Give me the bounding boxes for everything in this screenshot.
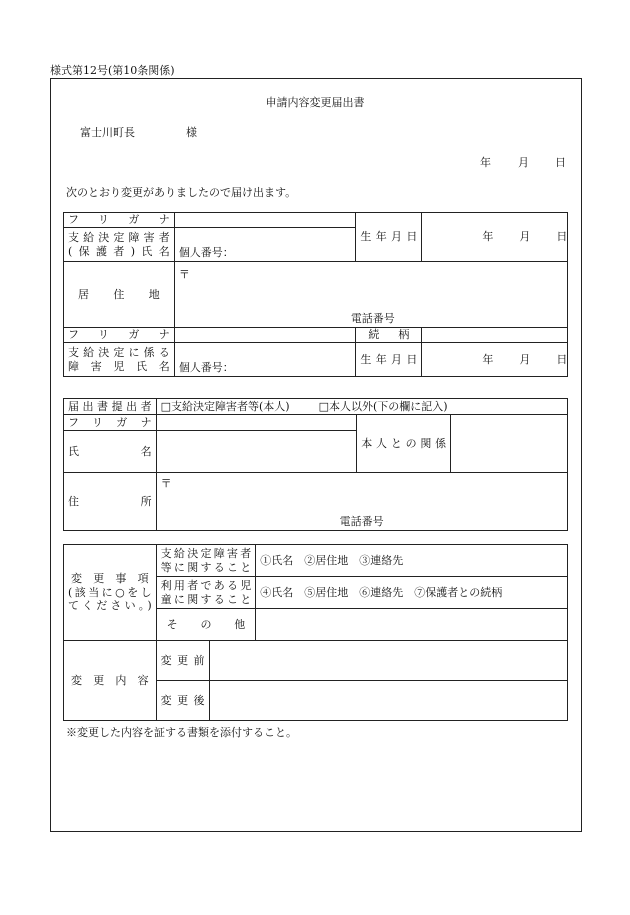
- relation-field[interactable]: [422, 328, 568, 343]
- before-field[interactable]: [209, 641, 568, 681]
- submitter-address-field[interactable]: [156, 473, 567, 531]
- submitter-table: [63, 398, 568, 531]
- category-self: 支給決定障害者 等に関すること: [156, 545, 256, 577]
- relation-to-self-label: 本人との関係: [357, 415, 451, 473]
- submitter-label: 届出書提出者: [64, 399, 157, 415]
- submitter-furigana-field[interactable]: [156, 415, 357, 431]
- addressee: 富士川町長: [80, 126, 135, 139]
- after-field[interactable]: [209, 681, 568, 721]
- date-month: 月: [518, 156, 529, 169]
- child-name-field[interactable]: [174, 343, 356, 377]
- address-field[interactable]: [174, 262, 567, 328]
- phone-label: 電話番号: [350, 312, 395, 326]
- birth-month: 月: [519, 230, 531, 243]
- birth-month-2: 月: [519, 352, 531, 366]
- submitter-phone-label: 電話番号: [339, 515, 384, 529]
- furigana-field[interactable]: [174, 213, 356, 228]
- birth-label: 生年月日: [356, 213, 422, 262]
- submitter-name-label: 氏名: [64, 431, 157, 473]
- option-other-checkbox[interactable]: □本人以外(下の欄に記入): [318, 399, 448, 413]
- birth-field-2[interactable]: [422, 343, 568, 377]
- address-label: 居住地: [64, 262, 175, 328]
- child-furigana-label: フリガナ: [64, 328, 175, 343]
- category-child: 利用者である児 童に関すること: [156, 577, 256, 609]
- person-name-field[interactable]: [174, 228, 356, 262]
- honorific: 様: [186, 126, 197, 139]
- submitter-name-field[interactable]: [156, 431, 357, 473]
- birth-day: 日: [556, 230, 568, 243]
- submitter-postal-mark: 〒: [160, 477, 172, 490]
- category-self-options[interactable]: ①氏名 ②居住地 ③連絡先: [256, 545, 568, 577]
- birth-year-2: 年: [482, 352, 494, 366]
- furigana-label: フリガナ: [64, 213, 175, 228]
- submitter-options: [156, 399, 567, 415]
- form-number: 様式第12号(第10条関係): [50, 64, 175, 77]
- submitter-address-label: 住所: [64, 473, 157, 531]
- intro-text: 次のとおり変更がありましたので届け出ます。: [66, 186, 297, 199]
- my-number-label: 個人番号：: [178, 246, 234, 260]
- applicant-table: [63, 212, 568, 377]
- birth-field[interactable]: [422, 213, 568, 262]
- postal-mark: 〒: [178, 268, 190, 281]
- birth-label-2: 生年月日: [356, 343, 422, 377]
- form-title: 申請内容変更届出書: [265, 96, 365, 109]
- submitter-furigana-label: フリガナ: [64, 415, 157, 431]
- date-year: 年: [480, 156, 491, 169]
- after-label: 変更後: [156, 681, 209, 721]
- birth-day-2: 日: [556, 352, 568, 366]
- before-label: 変更前: [156, 641, 209, 681]
- option-self-checkbox[interactable]: □支給決定障害者等(本人): [160, 399, 290, 413]
- category-other: その他: [156, 609, 256, 641]
- change-items-label: 変更事項 (該当に○をし てください。): [64, 545, 157, 641]
- child-furigana-field[interactable]: [174, 328, 356, 343]
- my-number-label-2: 個人番号：: [178, 361, 234, 375]
- date-day: 日: [555, 156, 566, 169]
- footnote: ※変更した内容を証する書類を添付すること。: [66, 726, 297, 739]
- birth-year: 年: [482, 230, 494, 243]
- relation-to-self-field[interactable]: [451, 415, 568, 473]
- person-name-label: 支給決定障害者 (保護者)氏名: [64, 228, 175, 262]
- category-other-field[interactable]: [256, 609, 568, 641]
- child-name-label: 支給決定に係る 障害児氏名: [64, 343, 175, 377]
- change-content-label: 変更内容: [64, 641, 157, 721]
- category-child-options[interactable]: ④氏名 ⑤居住地 ⑥連絡先 ⑦保護者との続柄: [256, 577, 568, 609]
- change-table: [63, 544, 568, 721]
- relation-label: 続柄: [356, 328, 422, 343]
